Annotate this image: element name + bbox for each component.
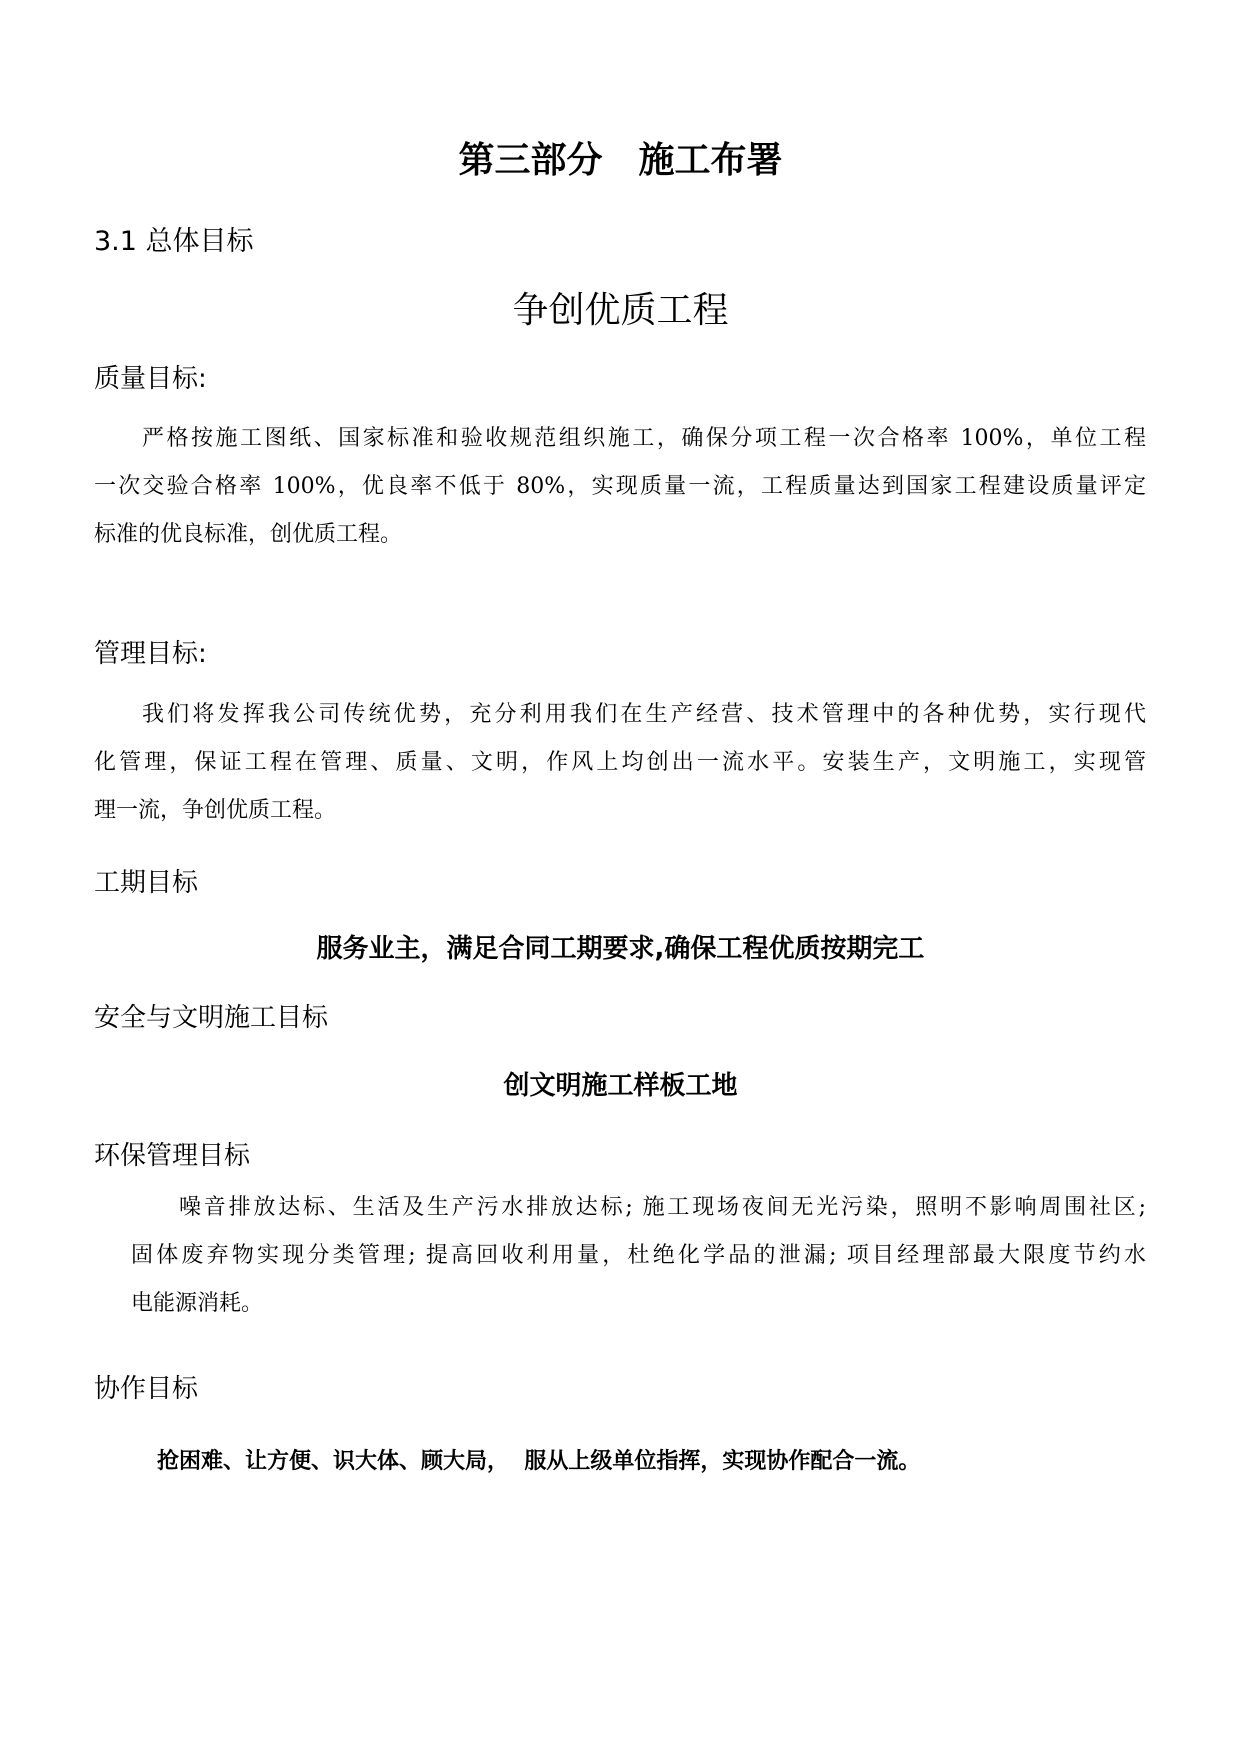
environment-line-3: 电能源消耗。 <box>131 1291 264 1316</box>
schedule-heading: 工期目标 <box>94 868 199 898</box>
quality-line-2: 一次交验合格率 100%，优良率不低于 80%，实现质量一流，工程质量达到国家工程建设质量评定 <box>94 474 1146 499</box>
title-part: 第三部分 <box>458 140 603 181</box>
cooperation-heading: 协作目标 <box>94 1374 199 1404</box>
management-line-3: 理一流，争创优质工程。 <box>94 798 337 823</box>
quality-paragraph <box>94 415 1146 559</box>
page-title <box>0 132 1241 183</box>
environment-line-1: 噪音排放达标、生活及生产污水排放达标; 施工现场夜间无光污染，照明不影响周围社区; <box>179 1195 1146 1220</box>
cooperation-slogan: 抢困难、让方便、识大体、顾大局， 服从上级单位指挥，实现协作配合一流。 <box>157 1449 921 1474</box>
banner-title: 争创优质工程 <box>512 290 729 331</box>
environment-paragraph <box>131 1184 1146 1328</box>
section-heading: 3.1 总体目标 <box>94 226 254 257</box>
quality-line-3: 标准的优良标准，创优质工程。 <box>94 522 403 547</box>
management-line-1: 我们将发挥我公司传统优势，充分利用我们在生产经营、技术管理中的各种优势，实行现代 <box>142 702 1146 727</box>
environment-heading: 环保管理目标 <box>94 1141 251 1171</box>
safety-slogan: 创文明施工样板工地 <box>503 1071 738 1101</box>
safety-heading: 安全与文明施工目标 <box>94 1003 329 1033</box>
management-paragraph <box>94 691 1146 835</box>
quality-line-1: 严格按施工图纸、国家标准和验收规范组织施工，确保分项工程一次合格率 100%，单位工程 <box>142 426 1146 451</box>
management-line-2: 化管理，保证工程在管理、质量、文明，作风上均创出一流水平。安装生产，文明施工，实现管 <box>94 750 1146 775</box>
schedule-slogan: 服务业主，满足合同工期要求,确保工程优质按期完工 <box>316 934 925 964</box>
environment-line-2: 固体废弃物实现分类管理; 提高回收利用量，杜绝化学品的泄漏; 项目经理部最大限度节约水 <box>131 1243 1146 1268</box>
title-name: 施工布署 <box>638 140 783 181</box>
quality-heading: 质量目标: <box>94 364 207 394</box>
management-heading: 管理目标: <box>94 639 207 669</box>
